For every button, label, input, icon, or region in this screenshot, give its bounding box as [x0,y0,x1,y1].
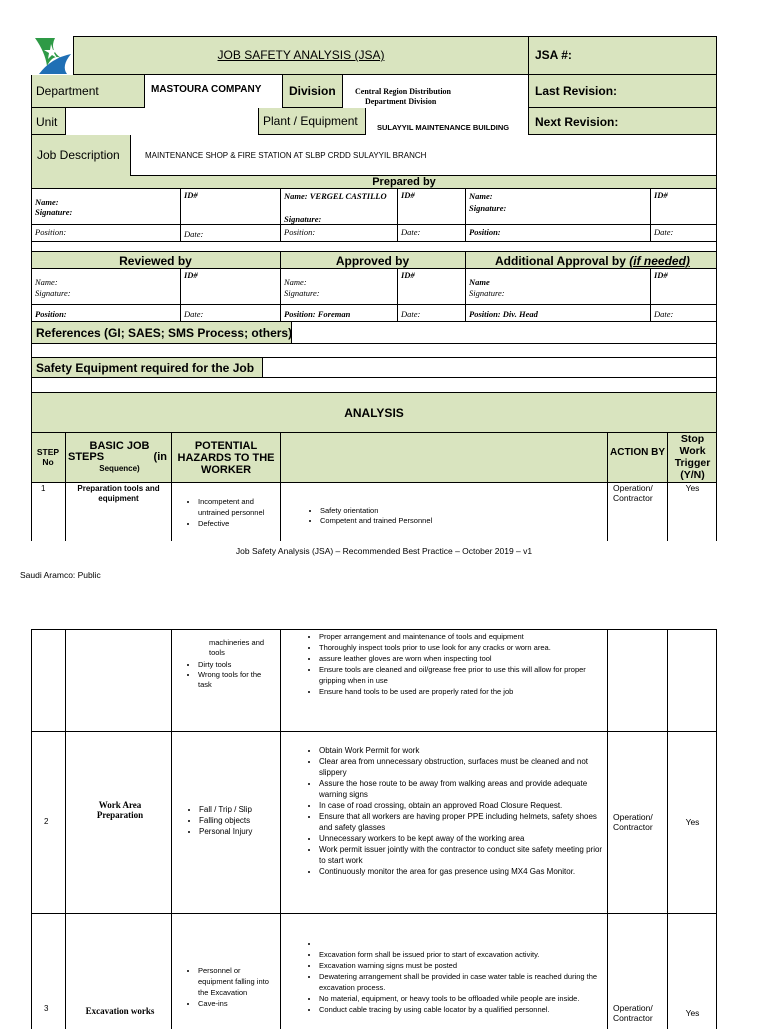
logo-cell [31,36,74,75]
hazard-item: • Fall / Trip / Slip [199,804,280,815]
analysis-title: ANALYSIS [31,393,717,433]
row1-controls-list [306,506,596,526]
control-item: • No material, equipment, or heavy tools to be offloaded while people are inside. [319,993,605,1004]
job-description-label-cell [31,135,131,176]
next-revision-label: Next Revision: [535,115,619,129]
divider [667,629,668,1029]
hazard-item: • Dirty tools [198,660,276,670]
approved-id: ID# [401,270,415,280]
divider [180,269,181,322]
division-label-cell [282,75,342,108]
column-step-line1: STEP [36,447,60,457]
additional-date: Date: [654,309,674,319]
approved-name: Name: [284,277,307,287]
hazard-item: • Wrong tools for the task [198,670,276,690]
divider [465,252,466,269]
control-item: • Assure the hose route to be away from walking areas and provide adequate warning signs [319,778,603,800]
hazard-item: • Falling objects [199,815,280,826]
column-basic-steps-header [68,441,171,474]
spacer-row [31,242,717,252]
column-basic-line1: BASIC JOB [89,440,150,452]
next-revision-cell [528,108,717,135]
jsa-number-label: JSA #: [535,48,572,62]
additional-approval-label: Additional Approval by [495,254,626,268]
control-item: • Ensure that all workers are having proper PPE including helmets, safety shoes and safety glasses [319,811,603,833]
division-value-cell [342,75,528,108]
divider [465,269,466,322]
row1-hazards-continued-list [184,660,276,690]
row3-step: 3 [44,1004,49,1013]
job-description-value: MAINTENANCE SHOP & FIRE STATION AT SLBP CRDD SULAYYIL BRANCH [145,151,427,160]
hazard-item: • Personal Injury [199,826,280,837]
row2-stop-work: Yes [685,817,700,827]
prepared-position-3: Position: [469,227,501,237]
additional-id: ID# [654,270,668,280]
plant-value: SULAYYIL MAINTENANCE BUILDING [377,123,510,132]
divider [397,189,398,242]
divider [650,189,651,242]
prepared-name-3: Name: [469,191,493,201]
control-item: • Thoroughly inspect tools prior to use look for any cracks or worn area. [319,642,603,653]
divider [650,269,651,322]
last-revision-label: Last Revision: [535,84,618,98]
row1-hazards-continued [184,638,276,658]
department-value: MASTOURA COMPANY [151,84,262,95]
control-item: • Clear area from unnecessary obstruction, surfaces must be cleaned and not slippery [319,756,603,778]
control-item: • Obtain Work Permit for work [319,745,603,756]
safety-equipment-label-cell [31,358,263,378]
row3-basic-step: Excavation works [85,1006,155,1016]
safety-equipment-blank-row [31,378,717,393]
divider [180,189,181,242]
column-basic-in: (in [153,451,167,463]
references-blank-row [31,344,717,358]
approved-signature: Signature: [284,288,320,298]
divider [31,731,717,732]
division-value-line2: Department Division [365,97,437,106]
control-item: • Unnecessary workers to be kept away of the working area [319,833,603,844]
divider [31,913,717,914]
additional-approval-title [495,254,690,268]
safety-equipment-label: Safety Equipment required for the Job [36,361,255,375]
page-title: JOB SAFETY ANALYSIS (JSA) [217,48,385,62]
row3-action-by: Operation/ Contractor [613,1003,653,1023]
row3-stop-work: Yes [685,1008,700,1018]
prepared-signature-1: Signature: [35,207,73,217]
column-basic-line2: STEPS [68,451,105,463]
division-value-line1: Central Region Distribution [355,87,451,96]
reviewed-id: ID# [184,270,198,280]
prepared-name-1: Name: [35,197,59,207]
column-stop-work-header: Stop Work Trigger (Y/N) [674,433,711,481]
control-item: • Excavation warning signs must be posted [319,960,605,971]
prepared-id-1: ID# [184,190,198,200]
reviewed-position: Position: [35,309,67,319]
prepared-position-1: Position: [35,227,67,237]
control-item: • Excavation form shall be issued prior to start of excavation activity. [319,949,605,960]
references-label: References (GI; SAES; SMS Process; others) [36,326,293,340]
hazard-item: • Incompetent and untrained personnel [198,496,276,518]
saudi-aramco-logo-icon [31,36,73,74]
additional-name: Name [469,277,490,287]
plant-equipment-label: Plant / Equipment [263,114,358,128]
division-label: Division [289,84,336,98]
reviewed-date: Date: [184,309,204,319]
hazard-item: • Personnel or equipment falling into the Excavation [198,965,276,998]
hazard-item: • Defective [198,518,276,529]
divider [465,189,466,242]
control-item: • Work permit issuer jointly with the contractor to conduct site safety meeting prior to start work [319,844,603,866]
control-item: • In case of road crossing, obtain an approved Road Closure Request. [319,800,603,811]
prepared-date-1: Date: [184,229,204,239]
approved-by-title: Approved by [335,254,410,268]
hazard-item: machineries and tools [209,638,265,657]
divider [397,269,398,322]
control-item: • Conduct cable tracing by using cable locator by a qualified personnel. [319,1004,605,1015]
divider [171,629,172,1029]
row2-basic-step: Work Area Preparation [96,800,144,820]
reviewed-by-title: Reviewed by [119,254,192,268]
row1-controls-continued [305,631,603,697]
prepared-date-3: Date: [654,227,674,237]
row2-step: 2 [44,817,49,826]
job-description-label: Job Description [37,148,120,162]
reviewed-name: Name: [35,277,58,287]
control-item: • assure leather gloves are worn when inspecting tool [319,653,603,664]
control-item: • Ensure hand tools to be used are properly rated for the job [319,686,603,697]
references-label-cell [31,322,292,344]
department-label: Department [36,84,99,98]
plant-value-cell [365,108,528,135]
row1-stop-work: Yes [685,483,700,493]
column-basic-line3: Sequence) [99,464,140,473]
department-value-cell [144,75,282,108]
unit-value-cell [65,108,259,135]
prepared-date-2: Date: [401,227,421,237]
column-step-header [31,447,65,467]
control-item: • Dewatering arrangement shall be provided in case water table is reached during the excavation process. [319,971,605,993]
additional-approval-suffix: (if needed) [629,254,690,268]
hazard-item: • Cave-ins [198,998,276,1009]
control-item: • Safety orientation [320,506,596,516]
row2-hazards-list [185,804,280,837]
column-step-line2: No [42,457,54,467]
row3-hazards-list [184,965,276,1009]
prepared-signature-2: Signature: [284,214,322,224]
row3-controls-list [305,938,605,1015]
control-item: • Continuously monitor the area for gas presence using MX4 Gas Monitor. [319,866,603,877]
prepared-signature-3: Signature: [469,203,507,213]
prepared-by-header [31,176,717,189]
column-hazards-header: POTENTIAL HAZARDS TO THE WORKER [177,440,275,476]
column-action-by-header: ACTION BY [610,447,665,458]
prepared-name-2: Name: VERGEL CASTILLO [284,191,387,201]
divider [65,629,66,1029]
control-item: • Proper arrangement and maintenance of tools and equipment [319,631,603,642]
row1-basic-step: Preparation tools and equipment [77,484,160,503]
prepared-id-2: ID# [401,190,415,200]
page-footer: Job Safety Analysis (JSA) – Recommended Best Practice – October 2019 – v1 [235,546,533,556]
jsa-number-cell [528,36,717,75]
approvals-row-1 [31,269,717,305]
approved-position: Position: Foreman [284,309,351,319]
prepared-position-2: Position: [284,227,316,237]
additional-signature: Signature: [469,288,505,298]
row2-controls-list [305,745,603,877]
additional-position: Position: Div. Head [469,309,538,319]
control-item: • Competent and trained Personnel [320,516,596,526]
divider [607,629,608,1029]
prepared-by-title: Prepared by [372,176,436,188]
control-item [319,938,605,949]
divider [280,269,281,322]
last-revision-cell [528,75,717,108]
prepared-by-row-2 [31,225,717,242]
approvals-row-2 [31,305,717,322]
prepared-id-3: ID# [654,190,668,200]
divider [280,189,281,242]
control-item: • Ensure tools are cleaned and oil/grease free prior to use this will allow for proper gripping when in use [319,664,603,686]
row2-action-by: Operation/ Contractor [613,812,653,832]
row1-step: 1 [41,484,46,493]
row1-hazards-list [184,496,276,529]
row1-action-by: Operation/ Contractor [613,483,653,503]
divider [280,629,281,1029]
reviewed-signature: Signature: [35,288,71,298]
unit-label: Unit [36,115,58,129]
classification-label: Saudi Aramco: Public [20,570,101,580]
approved-date: Date: [401,309,421,319]
